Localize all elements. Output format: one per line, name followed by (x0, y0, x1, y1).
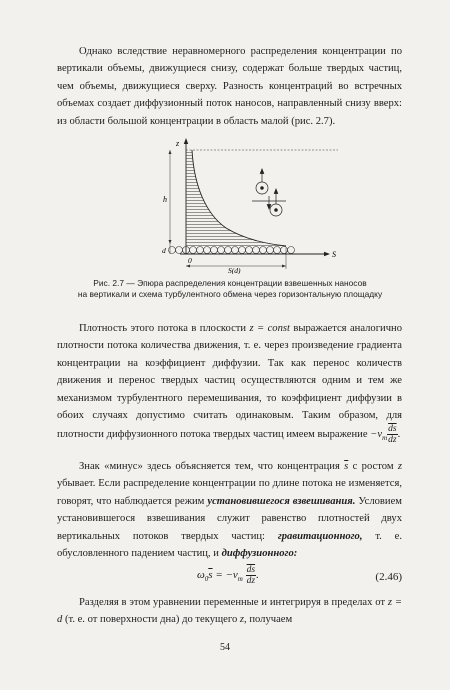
diffusion-flux-expression: $-\nu_m$ (370, 429, 388, 443)
z-axis-arrow (184, 138, 188, 144)
z-axis-label: z (176, 139, 180, 148)
paragraph-1-text: Однако вследствие неравномерного распределения концентрации по вертикали объемы, движущиеся снизу, содержат больше твердых частиц, чем объемы, движущиеся сверху. Разность концентраций во встречных объемах создает диффузионный поток наносов, направленный снизу вверх: из области большой концентрации в область малой (рис. 2.7). (57, 46, 402, 127)
ds-dz-fraction: $\frac{\overline{ds}}{dz}$ (388, 424, 397, 446)
figure-caption-line-1: Рис. 2.7 — Эпюра распределения концентрации взвешенных наносов (93, 278, 367, 288)
equation-2-46 (57, 563, 402, 591)
s-axis-label: S (332, 250, 336, 259)
s-axis-arrow (324, 252, 330, 256)
concentration-profile-figure (150, 136, 340, 274)
equation-fraction: $\frac{\overline{ds}}{dz}$ (246, 565, 256, 586)
term-steady-suspension: установившегося взвешивания. (207, 495, 356, 507)
figure-caption (60, 278, 400, 300)
paragraph-2: Плотность этого потока в плоскости z = const выражается аналогично плотности потока количества движения, т. е. через произведение градиента концентрации на коэффициент диффузии. Так как перенос количеств движения и перенос твердых частиц осуществляются одним и тем же механизмом турбулентного перемешивания, то коэффициент диффузии в обоих случаях допустимо считать одинаковым. Таким образом, для плотности диффузионного потока твердых частиц имеем выражение $-\nu_m$ $\frac{\overline{ds}}{dz}$ . (57, 323, 403, 446)
paragraph-1 (57, 43, 402, 130)
origin-label: 0 (188, 256, 192, 265)
paragraph-3: Знак «минус» здесь объясняется тем, что концентрация $\overline{s}$ с ростом z убывает. Если распределение концентрации по длине потока не изменяется, говорят, что наблюдается режим установившегося взвешивания. Условием установившегося взвешивания служит равенство плотностей двух вертикальных потоков твердых частиц: гравитационного, т. е. обусловленного падением частиц, и диффузионного: (57, 461, 403, 560)
figure-caption-line-2: на вертикали и схема турбулентного обмена через горизонтальную площадку (77, 289, 383, 299)
term-gravitational: гравитационного, (277, 530, 363, 542)
turbulent-exchange-scheme (252, 169, 286, 216)
sd-label: S(d) (228, 266, 241, 274)
paragraph-4: Разделяя в этом уравнении переменные и интегрируя в пределах от z = d (т. е. от поверхности дна) до текущего z, получаем (57, 597, 403, 626)
bed-particles (169, 247, 295, 254)
page-number: 54 (220, 642, 230, 653)
profile-hatch-area (186, 150, 286, 246)
term-diffusional: диффузионного: (221, 548, 298, 560)
d-label: d (162, 246, 166, 255)
h-label: h (163, 195, 167, 204)
equation-number: (2.46) (375, 571, 402, 583)
equation-body: $\omega_0\overline{s} = -\nu_m$ $\frac{\overline{ds}}{dz}$ . (197, 565, 259, 586)
